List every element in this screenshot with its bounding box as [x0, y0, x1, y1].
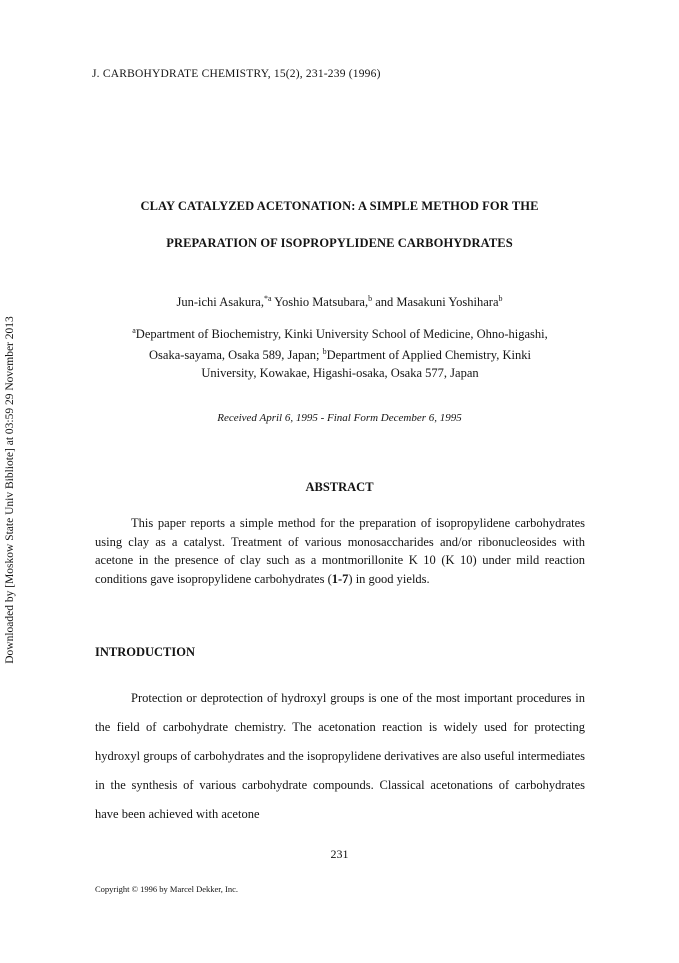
affiliation-b: Department of Applied Chemistry, Kinki University, Kowakae, Higashi-osaka, Osaka 577, Japan	[201, 348, 531, 381]
author-2: Yoshio Matsubara,	[271, 295, 369, 310]
abstract-compound-ref: 1-7	[331, 571, 349, 586]
affiliation-a-mark: a	[132, 326, 136, 335]
author-1: Jun-ichi Asakura,	[176, 295, 264, 310]
abstract-body	[95, 514, 585, 588]
copyright-notice: Copyright © 1996 by Marcel Dekker, Inc.	[95, 884, 239, 894]
journal-citation: J. CARBOHYDRATE CHEMISTRY, 15(2), 231-239 (1996)	[92, 68, 381, 80]
author-3: Masakuni Yoshihara	[396, 295, 499, 310]
author-connector: and	[372, 295, 397, 310]
introduction-body	[95, 684, 585, 829]
abstract-text-before: This paper reports a simple method for the preparation of isopropylidene carbohydrates using clay as a catalyst. Treatment of various monosaccharides and/or ribonucleosides with acetone in the presence of clay such as a montmorillonite K 10 (K 10) under mild reaction conditions gave isopropylidene carbohydrates (	[95, 516, 585, 586]
author-1-mark: *a	[263, 294, 272, 303]
author-2-mark: b	[368, 294, 373, 303]
page-number: 231	[330, 847, 349, 861]
introduction-text: Protection or deprotection of hydroxyl groups is one of the most important procedures in the field of carbohydrate chemistry. The acetonation reaction is widely used for protecting hydroxyl groups of carbohydrates and the isopropylidene derivatives are also useful intermediates in the synthesis of various carbohydrate compounds. Classical acetonations of carbohydrates have been achieved with acetone	[95, 691, 585, 821]
introduction-heading: INTRODUCTION	[95, 645, 196, 659]
author-3-mark: b	[498, 294, 503, 303]
abstract-text-after: ) in good yields.	[348, 571, 430, 586]
affiliation-b-mark: b	[322, 347, 327, 357]
paper-title-line-1: CLAY CATALYZED ACETONATION: A SIMPLE METHOD FOR THE	[140, 199, 539, 213]
author-list	[0, 294, 679, 310]
affiliation-a: Department of Biochemistry, Kinki University School of Medicine, Ohno-higashi, Osaka-sayama, Osaka 589, Japan;	[135, 327, 548, 363]
affiliations	[120, 322, 560, 382]
abstract-heading: ABSTRACT	[305, 480, 374, 494]
download-note: Downloaded by [Moskow State Univ Bibliote] at 03:59 29 November 2013	[4, 316, 16, 664]
paper-title-line-2: PREPARATION OF ISOPROPYLIDENE CARBOHYDRATES	[166, 236, 513, 250]
received-dates: Received April 6, 1995 - Final Form December 6, 1995	[217, 412, 462, 424]
